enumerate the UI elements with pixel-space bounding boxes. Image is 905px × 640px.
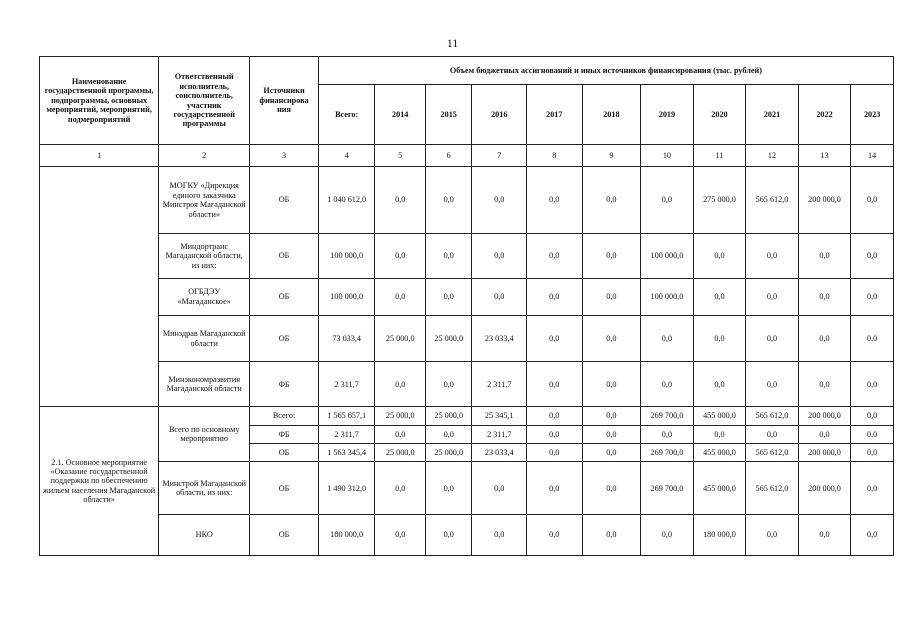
value-cell: 2 311,7 (318, 362, 375, 407)
value-cell: 0,0 (375, 515, 426, 556)
column-number: 8 (527, 145, 583, 167)
value-cell: 0,0 (851, 407, 894, 425)
value-cell: 0,0 (472, 167, 527, 234)
header-total: Всего: (318, 85, 375, 145)
value-cell: 0,0 (375, 234, 426, 279)
value-cell: 0,0 (851, 443, 894, 461)
value-cell: 0,0 (641, 362, 694, 407)
value-cell: 0,0 (472, 279, 527, 316)
value-cell: 0,0 (375, 462, 426, 515)
value-cell: 0,0 (582, 315, 641, 362)
column-number: 13 (798, 145, 851, 167)
source-cell: ФБ (250, 425, 319, 443)
header-year-2015: 2015 (425, 85, 471, 145)
value-cell: 25 000,0 (375, 315, 426, 362)
column-number: 12 (746, 145, 799, 167)
source-cell: ОБ (250, 315, 319, 362)
column-number: 10 (641, 145, 694, 167)
source-cell: ОБ (250, 167, 319, 234)
value-cell: 100 000,0 (318, 279, 375, 316)
table-row (40, 167, 894, 234)
value-cell: 2 311,7 (472, 362, 527, 407)
value-cell: 0,0 (425, 234, 471, 279)
table-row (40, 234, 894, 279)
value-cell: 0,0 (582, 515, 641, 556)
value-cell: 0,0 (425, 425, 471, 443)
value-cell: 23 033,4 (472, 315, 527, 362)
value-cell: 0,0 (693, 279, 746, 316)
value-cell: 0,0 (851, 515, 894, 556)
value-cell: 0,0 (746, 234, 799, 279)
value-cell: 269 700,0 (641, 407, 694, 425)
value-cell: 0,0 (851, 462, 894, 515)
table-row (40, 279, 894, 316)
header-executor-column: Ответственный исполнитель, соисполнитель, участник государственной программы (159, 57, 250, 145)
value-cell: 0,0 (527, 279, 583, 316)
source-cell: ОБ (250, 515, 319, 556)
value-cell: 0,0 (375, 362, 426, 407)
column-number: 4 (318, 145, 375, 167)
value-cell: 269 700,0 (641, 443, 694, 461)
executor-cell: НКО (159, 515, 250, 556)
value-cell: 100 000,0 (641, 279, 694, 316)
header-year-2018: 2018 (582, 85, 641, 145)
value-cell: 565 612,0 (746, 462, 799, 515)
table-row (40, 462, 894, 515)
value-cell: 0,0 (582, 407, 641, 425)
column-number: 14 (851, 145, 894, 167)
value-cell: 100 000,0 (318, 234, 375, 279)
value-cell: 2 311,7 (318, 425, 375, 443)
value-cell: 0,0 (746, 362, 799, 407)
value-cell: 0,0 (472, 462, 527, 515)
value-cell: 0,0 (641, 425, 694, 443)
value-cell: 25 000,0 (375, 407, 426, 425)
header-year-2022: 2022 (798, 85, 851, 145)
header-volume-title: Объем бюджетных ассигнований и иных источников финансирования (тыс. рублей) (318, 57, 893, 85)
value-cell: 0,0 (425, 515, 471, 556)
value-cell: 0,0 (527, 515, 583, 556)
value-cell: 180 000,0 (693, 515, 746, 556)
value-cell: 0,0 (851, 167, 894, 234)
table-row (40, 362, 894, 407)
value-cell: 0,0 (798, 425, 851, 443)
value-cell: 0,0 (798, 279, 851, 316)
value-cell: 0,0 (425, 279, 471, 316)
value-cell: 0,0 (472, 234, 527, 279)
header-name-column: Наименование государственной программы, подпрограммы, основных мероприятий, мероприятий, подмероприятий (40, 57, 159, 145)
value-cell: 0,0 (641, 167, 694, 234)
source-cell: ОБ (250, 279, 319, 316)
executor-cell: Минздрав Магаданской области (159, 315, 250, 362)
value-cell: 0,0 (527, 362, 583, 407)
value-cell: 1 563 345,4 (318, 443, 375, 461)
table-row (40, 515, 894, 556)
header-year-2021: 2021 (746, 85, 799, 145)
value-cell: 0,0 (798, 515, 851, 556)
value-cell: 0,0 (693, 315, 746, 362)
value-cell: 25 345,1 (472, 407, 527, 425)
value-cell: 0,0 (851, 425, 894, 443)
value-cell: 180 000,0 (318, 515, 375, 556)
header-year-2020: 2020 (693, 85, 746, 145)
value-cell: 1 490 312,0 (318, 462, 375, 515)
value-cell: 269 700,0 (641, 462, 694, 515)
value-cell: 200 000,0 (798, 462, 851, 515)
value-cell: 0,0 (746, 425, 799, 443)
financing-table (39, 56, 894, 556)
executor-cell: Миндортранс Магаданской области, из них: (159, 234, 250, 279)
value-cell: 200 000,0 (798, 443, 851, 461)
column-number: 7 (472, 145, 527, 167)
main-activity-name: 2.1. Основное мероприятие «Оказание государственной поддержки по обеспечению жильем населения Магаданской области» (40, 407, 159, 556)
value-cell: 0,0 (746, 515, 799, 556)
value-cell: 0,0 (693, 234, 746, 279)
column-number: 11 (693, 145, 746, 167)
value-cell: 0,0 (851, 234, 894, 279)
value-cell: 0,0 (582, 167, 641, 234)
executor-cell-total: Всего по основному мероприятию (159, 407, 250, 462)
value-cell: 0,0 (582, 425, 641, 443)
value-cell: 0,0 (798, 362, 851, 407)
value-cell: 1 565 657,1 (318, 407, 375, 425)
value-cell: 0,0 (798, 315, 851, 362)
value-cell: 25 000,0 (425, 315, 471, 362)
value-cell: 0,0 (425, 362, 471, 407)
source-cell: Всего: (250, 407, 319, 425)
value-cell: 455 000,0 (693, 407, 746, 425)
value-cell: 565 612,0 (746, 407, 799, 425)
value-cell: 0,0 (582, 443, 641, 461)
source-cell: ФБ (250, 362, 319, 407)
header-year-2017: 2017 (527, 85, 583, 145)
column-number: 2 (159, 145, 250, 167)
value-cell: 0,0 (425, 462, 471, 515)
value-cell: 0,0 (641, 315, 694, 362)
name-cell-empty (40, 167, 159, 407)
header-year-2023: 2023 (851, 85, 894, 145)
value-cell: 0,0 (425, 167, 471, 234)
column-number: 9 (582, 145, 641, 167)
table-body (40, 167, 894, 556)
source-cell: ОБ (250, 443, 319, 461)
value-cell: 1 040 612,0 (318, 167, 375, 234)
value-cell: 23 033,4 (472, 443, 527, 461)
value-cell: 0,0 (582, 462, 641, 515)
value-cell: 0,0 (527, 425, 583, 443)
executor-cell: Минстрой Магаданской области, из них: (159, 462, 250, 515)
value-cell: 0,0 (582, 279, 641, 316)
value-cell: 0,0 (582, 234, 641, 279)
executor-cell: МОГКУ «Дирекция единого заказчика Минстроя Магаданской области» (159, 167, 250, 234)
value-cell: 0,0 (527, 315, 583, 362)
value-cell: 0,0 (798, 234, 851, 279)
column-number-row (40, 145, 894, 167)
value-cell: 0,0 (851, 362, 894, 407)
value-cell: 0,0 (527, 407, 583, 425)
column-number: 1 (40, 145, 159, 167)
value-cell: 0,0 (472, 515, 527, 556)
value-cell: 0,0 (527, 443, 583, 461)
value-cell: 0,0 (851, 315, 894, 362)
value-cell: 0,0 (851, 279, 894, 316)
value-cell: 0,0 (641, 515, 694, 556)
value-cell: 25 000,0 (425, 443, 471, 461)
value-cell: 0,0 (693, 362, 746, 407)
table-row (40, 315, 894, 362)
table-row (40, 407, 894, 425)
executor-cell: ОГБДЭУ «Магаданское» (159, 279, 250, 316)
source-cell: ОБ (250, 234, 319, 279)
value-cell: 455 000,0 (693, 462, 746, 515)
value-cell: 455 000,0 (693, 443, 746, 461)
executor-cell: Минэкономразвития Магаданской области (159, 362, 250, 407)
value-cell: 0,0 (582, 362, 641, 407)
column-number: 6 (425, 145, 471, 167)
header-year-2019: 2019 (641, 85, 694, 145)
value-cell: 100 000,0 (641, 234, 694, 279)
value-cell: 25 000,0 (375, 443, 426, 461)
value-cell: 200 000,0 (798, 407, 851, 425)
value-cell: 275 000,0 (693, 167, 746, 234)
value-cell: 200 000,0 (798, 167, 851, 234)
header-source-column: Источники финансирова ния (250, 57, 319, 145)
header-year-2016: 2016 (472, 85, 527, 145)
value-cell: 0,0 (375, 425, 426, 443)
value-cell: 2 311,7 (472, 425, 527, 443)
header-year-2014: 2014 (375, 85, 426, 145)
value-cell: 565 612,0 (746, 167, 799, 234)
column-number: 3 (250, 145, 319, 167)
value-cell: 565 612,0 (746, 443, 799, 461)
value-cell: 0,0 (527, 234, 583, 279)
source-cell: ОБ (250, 462, 319, 515)
value-cell: 73 033,4 (318, 315, 375, 362)
value-cell: 25 000,0 (425, 407, 471, 425)
value-cell: 0,0 (746, 315, 799, 362)
value-cell: 0,0 (375, 167, 426, 234)
value-cell: 0,0 (693, 425, 746, 443)
column-number: 5 (375, 145, 426, 167)
value-cell: 0,0 (527, 167, 583, 234)
page-number: 11 (446, 36, 459, 50)
value-cell: 0,0 (746, 279, 799, 316)
value-cell: 0,0 (527, 462, 583, 515)
value-cell: 0,0 (375, 279, 426, 316)
